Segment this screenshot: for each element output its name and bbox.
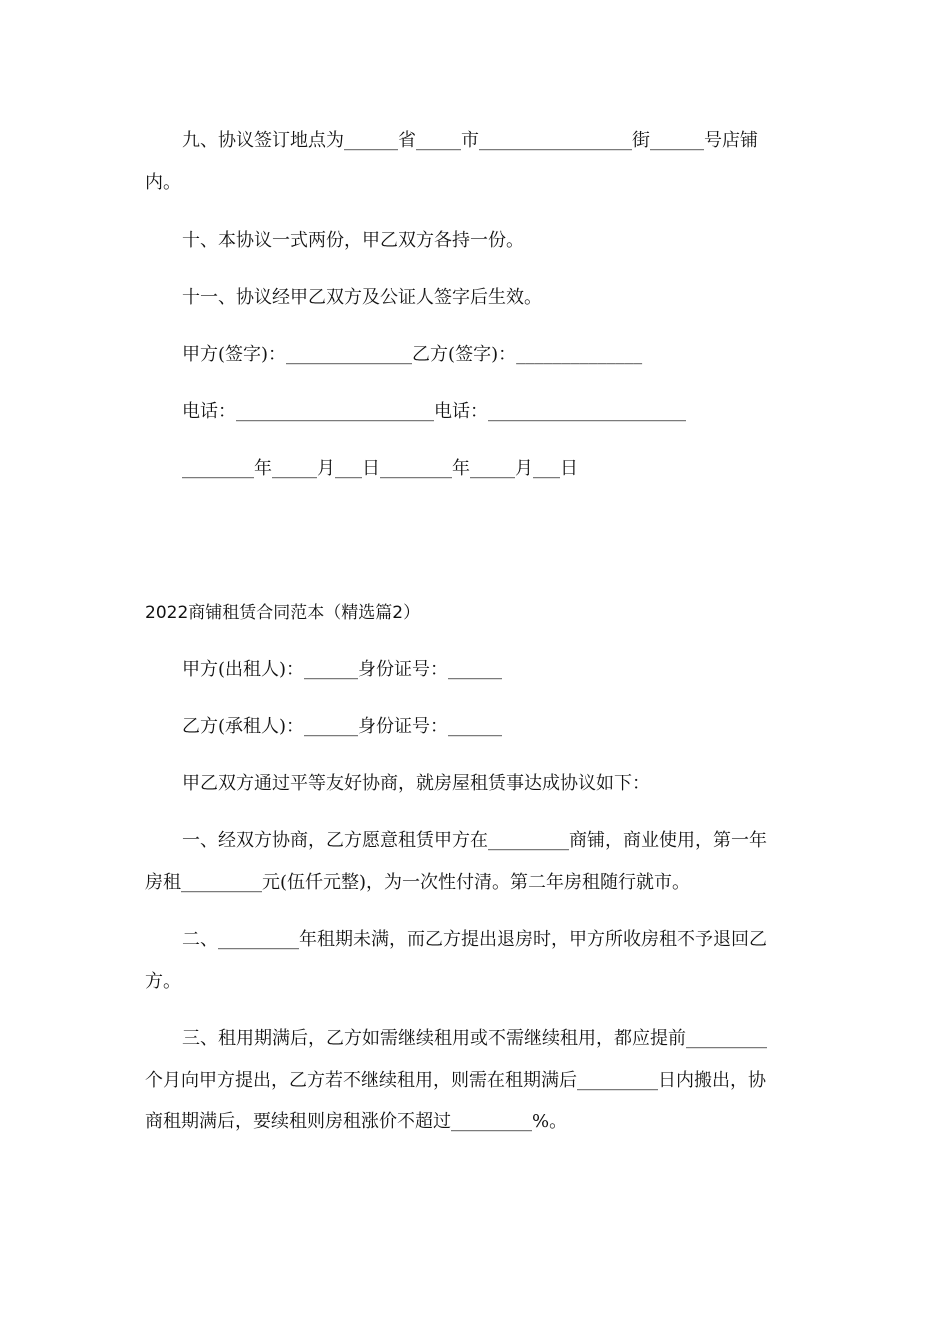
section-heading: 2022商铺租赁合同范本（精选篇2） [145,603,421,623]
clause-2-line-1: 二、_________年租期未满，而乙方提出退房时，甲方所收房租不予退回乙 [182,929,767,950]
clause-3-line-3: 商租期满后，要续租则房租涨价不超过_________%。 [145,1111,568,1132]
phone-line: 电话：______________________电话：______________________ [182,401,686,422]
signature-line: 甲方(签字)：______________乙方(签字)：______________ [182,344,643,365]
party-b-line: 乙方(承租人)：______身份证号：______ [182,716,503,737]
clause-11: 十一、协议经甲乙双方及公证人签字后生效。 [182,287,542,308]
clause-2-line-2: 方。 [145,971,181,992]
clause-1-line-1: 一、经双方协商，乙方愿意租赁甲方在_________商铺，商业使用，第一年 [182,830,767,851]
clause-9-line-1: 九、协议签订地点为______省_____市_________________街______号店铺 [182,130,758,151]
clause-3-line-2: 个月向甲方提出，乙方若不继续租用，则需在租期满后_________日内搬出，协 [145,1070,766,1091]
date-line: ________年_____月___日________年_____月___日 [182,458,578,479]
clause-3-line-1: 三、租用期满后，乙方如需继续租用或不需继续租用，都应提前_________ [182,1028,767,1049]
party-a-line: 甲方(出租人)：______身份证号：______ [182,659,503,680]
intro-line: 甲乙双方通过平等友好协商，就房屋租赁事达成协议如下： [182,773,650,794]
clause-1-line-2: 房租_________元(伍仟元整)，为一次性付清。第二年房租随行就市。 [145,872,691,893]
clause-9-line-2: 内。 [145,172,181,193]
clause-10: 十、本协议一式两份，甲乙双方各持一份。 [182,230,524,251]
